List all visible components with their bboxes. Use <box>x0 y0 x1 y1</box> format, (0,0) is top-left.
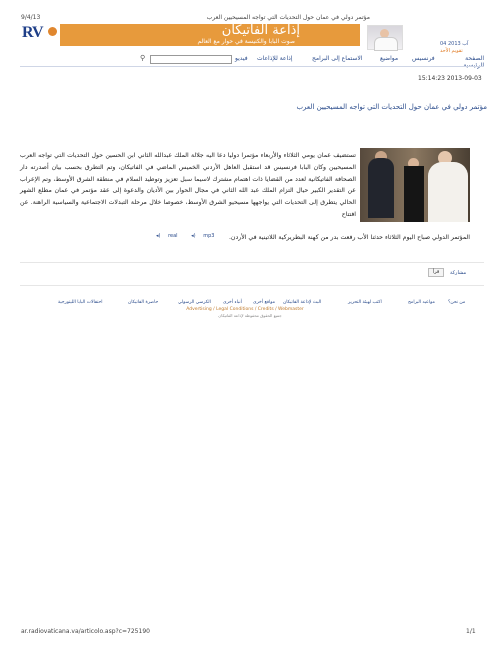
speaker-icon: ◂) <box>156 233 161 239</box>
print-date: 9/4/13 <box>21 14 41 21</box>
site-logo[interactable]: RV <box>22 24 43 41</box>
article-body: تستضيف عمان يومي الثلاثاء والأربعاء مؤتمرا دوليا دعا اليه جلالة الملك عبدالله الثاني ابن الحسين حول التحديات التي تواجه العرب المسيحيين وكان البابا فرنسيس قد استقبل العاهل الأردني الخميس الماضي في الفاتيكان، وتم التطرق بحسب بيان أصدرته دار الصحافة الفاتيكانية لعدد من القضايا ذات اهتمام مشترك لاسيما سبل تعزيز وتوطيد السلام في منطقة الشرق الأوسط، وتم الإعراب عن التقدير الكبير حيال التزام الملك عبد الله الثاني في مجال الحوار بين الأديان والدعوة إلى عقد مؤتمر في عمان مطلع الشهر الحالي يتطرق إلى التحديات التي يواجهها مسيحيو الشرق الأوسط، خصوصا خلال مرحلة التبدلات الاجتماعية والسياسية الراهنة. عن افتتاح <box>20 152 356 218</box>
nav-topics[interactable]: مواضيع <box>380 55 399 62</box>
nav-listen-programs[interactable]: الاستماع إلى البرامج <box>312 55 363 62</box>
search-input[interactable] <box>150 55 232 64</box>
nav-divider <box>20 66 484 67</box>
print-title: مؤتمر دولي في عمان حول التحديات التي تواجه المسيحيين العرب <box>206 14 370 21</box>
footer-credits[interactable]: Advertising / Legal Conditions / Credits / Webmaster <box>186 307 304 312</box>
divider <box>20 262 484 263</box>
nav-video[interactable]: فيديو <box>235 55 248 62</box>
nav-radio-stations[interactable]: إذاعة للإذاعات <box>257 55 293 62</box>
share-button[interactable]: قرأ <box>428 268 444 277</box>
search-icon[interactable]: ⚲ <box>140 54 146 62</box>
banner-subtitle: صوت البابا والكنيسة في حوار مع العالم <box>197 38 295 45</box>
audio-mp3-link[interactable]: ◂) mp3 <box>191 233 215 239</box>
audio-real-link[interactable]: ◂) real <box>156 233 178 239</box>
print-page-number: 1/1 <box>466 628 476 635</box>
article-photo <box>360 148 470 222</box>
footer-link-other-news[interactable]: أنباء أخرى <box>223 300 242 305</box>
footer-link-holy-see[interactable]: الكرسي الرسولي <box>178 300 211 305</box>
audio-controls <box>144 233 214 239</box>
footer-copyright: جميع الحقوق محفوظة لإذاعة الفاتيكان <box>218 313 282 318</box>
print-url: ar.radiovaticana.va/articolo.asp?c=725190 <box>21 628 150 635</box>
current-date: 04 آب 2013 <box>440 41 469 47</box>
footer-link-vatican-city[interactable]: حاضرة الفاتيكان <box>128 300 159 305</box>
footer-link-liturgy[interactable]: احتفالات البابا الليتورجية <box>58 300 103 305</box>
article-timestamp: 15:14:23 2013-09-03 <box>418 75 482 82</box>
footer-link-broadcast[interactable]: البث لإذاعة الفاتيكان <box>283 300 322 305</box>
article-body-end: المؤتمر الدولي صباح اليوم الثلاثاء حدثنا الأب رفعت بدر من كهنة البطريركية اللاتينية في الأردن. <box>228 234 470 241</box>
footer-link-other-sites[interactable]: مواقع أخرى <box>253 300 275 305</box>
banner-title[interactable]: إذاعة الفاتيكان <box>221 23 300 38</box>
footer-link-schedule[interactable]: مواعيد البرامج <box>408 300 435 305</box>
nav-francis[interactable]: فرنسيس <box>412 55 435 62</box>
divider <box>20 285 484 286</box>
nav-home[interactable]: الصفحة <box>465 55 484 62</box>
footer-link-about[interactable]: من نحن؟ <box>448 300 466 305</box>
liturgical-calendar-link[interactable]: تقويم الأحد <box>440 48 463 54</box>
speaker-icon: ◂) <box>191 233 196 239</box>
footer-link-write-editors[interactable]: اكتب لهيئة التحرير <box>348 300 382 305</box>
article-headline: مؤتمر دولي في عمان حول التحديات التي تواجه المسيحيين العرب <box>296 103 487 111</box>
share-label: مشاركة <box>450 270 467 276</box>
globe-icon <box>48 27 57 36</box>
pope-photo <box>367 25 403 50</box>
